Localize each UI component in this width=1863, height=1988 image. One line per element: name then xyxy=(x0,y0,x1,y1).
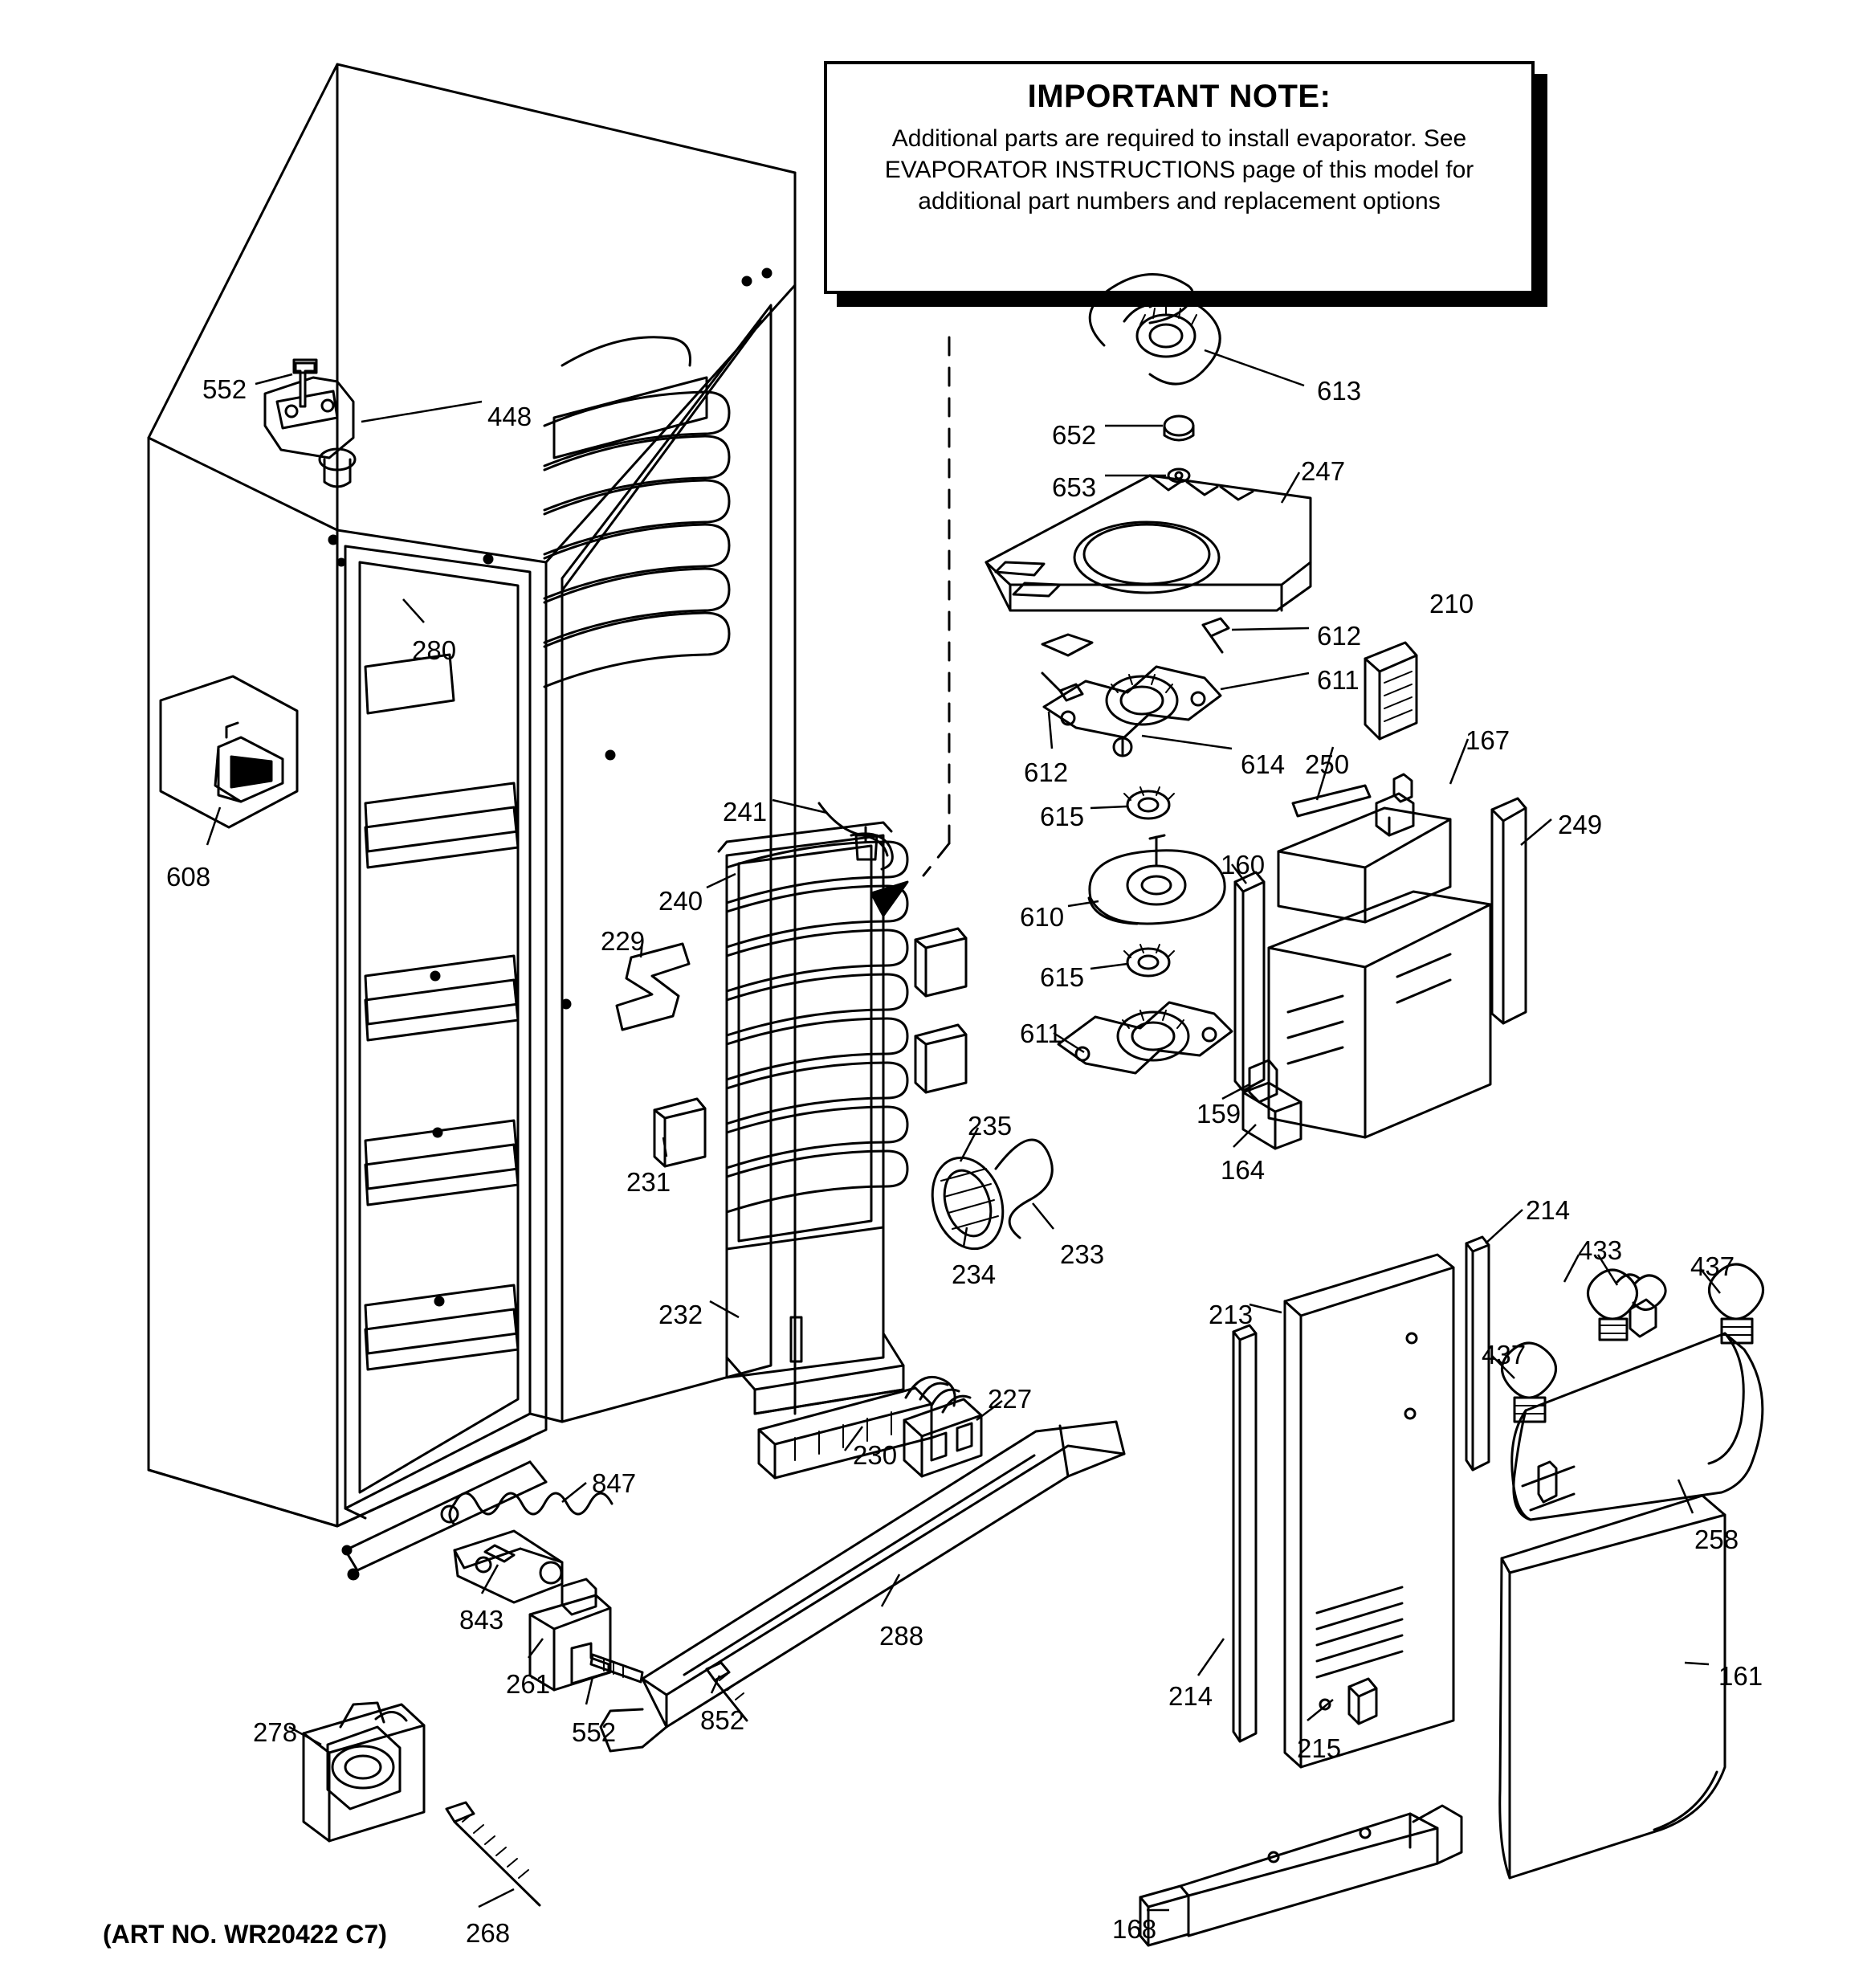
leader-608 xyxy=(207,807,220,845)
leader-288 xyxy=(882,1574,899,1606)
callout-847: 847 xyxy=(592,1468,637,1498)
leader-448 xyxy=(361,402,482,422)
callout-167: 167 xyxy=(1466,725,1510,755)
leader-234 xyxy=(964,1227,967,1247)
callout-168: 168 xyxy=(1112,1914,1157,1944)
important-note-box xyxy=(824,61,1535,294)
leader-613 xyxy=(1205,350,1304,386)
callout-280: 280 xyxy=(412,635,457,665)
callout-610: 610 xyxy=(1020,902,1065,932)
callout-241: 241 xyxy=(723,797,768,827)
leader-240 xyxy=(707,874,736,888)
callout-288: 288 xyxy=(879,1621,924,1651)
callout-164: 164 xyxy=(1221,1155,1266,1185)
callout-552a: 552 xyxy=(202,374,247,404)
leader-852 xyxy=(711,1676,720,1693)
callout-437b: 437 xyxy=(1482,1340,1527,1370)
leader-215 xyxy=(1307,1700,1333,1721)
leader-233 xyxy=(1033,1203,1054,1229)
leader-847 xyxy=(562,1483,586,1502)
leader-610 xyxy=(1068,901,1099,906)
leader-615a xyxy=(1090,806,1127,808)
leader-249 xyxy=(1521,819,1551,845)
leader-247 xyxy=(1282,472,1299,503)
callout-611b: 611 xyxy=(1020,1018,1062,1048)
callout-247: 247 xyxy=(1301,456,1346,486)
callout-437a: 437 xyxy=(1690,1251,1735,1281)
leader-241 xyxy=(773,800,827,813)
leader-552a xyxy=(255,374,292,384)
callout-611a: 611 xyxy=(1317,665,1360,695)
callout-235: 235 xyxy=(968,1111,1013,1141)
callout-433: 433 xyxy=(1578,1235,1623,1265)
leader-612a xyxy=(1232,628,1309,630)
leader-552b xyxy=(586,1677,593,1704)
callout-161: 161 xyxy=(1718,1661,1763,1691)
leader-258 xyxy=(1678,1480,1693,1513)
note-body: Additional parts are required to install evaporator. See EVAPORATOR INSTRUCTIONS page of this model for additional part numbers and replacement options xyxy=(884,125,1474,214)
callout-843: 843 xyxy=(459,1605,504,1635)
leader-213 xyxy=(1249,1304,1282,1312)
leader-614 xyxy=(1142,736,1232,749)
leader-611a xyxy=(1221,673,1309,689)
callout-612b: 612 xyxy=(1024,757,1069,787)
callout-232: 232 xyxy=(658,1300,703,1329)
callout-231: 231 xyxy=(626,1167,671,1197)
leader-231 xyxy=(663,1137,667,1157)
callout-160: 160 xyxy=(1221,850,1266,880)
leader-612b xyxy=(1049,712,1052,749)
callout-552b: 552 xyxy=(572,1717,617,1747)
callout-213: 213 xyxy=(1209,1300,1254,1329)
callout-615b: 615 xyxy=(1040,962,1085,992)
leader-843 xyxy=(482,1565,498,1594)
callout-234: 234 xyxy=(952,1259,997,1289)
leader-268 xyxy=(479,1889,514,1907)
callout-268: 268 xyxy=(466,1918,511,1948)
callout-652: 652 xyxy=(1052,420,1097,450)
leader-615b xyxy=(1090,964,1127,969)
callout-249: 249 xyxy=(1558,810,1603,839)
callout-240: 240 xyxy=(658,886,703,916)
leader-214a xyxy=(1486,1210,1523,1243)
callout-210: 210 xyxy=(1429,589,1474,618)
callout-159: 159 xyxy=(1196,1099,1241,1129)
callout-608: 608 xyxy=(166,862,211,892)
callout-230: 230 xyxy=(853,1440,898,1470)
art-number: (ART NO. WR20422 C7) xyxy=(103,1920,387,1949)
callout-612a: 612 xyxy=(1317,621,1362,651)
leader-214b xyxy=(1198,1639,1224,1676)
callout-214a: 214 xyxy=(1526,1195,1571,1225)
callout-448: 448 xyxy=(487,402,532,431)
callout-258: 258 xyxy=(1694,1525,1739,1554)
callout-233: 233 xyxy=(1060,1239,1105,1269)
leader-280 xyxy=(403,599,424,623)
callout-214b: 214 xyxy=(1168,1681,1213,1711)
callout-227: 227 xyxy=(988,1384,1033,1414)
note-title: IMPORTANT NOTE: xyxy=(1027,79,1331,114)
callout-852: 852 xyxy=(700,1705,745,1735)
callout-615a: 615 xyxy=(1040,802,1085,831)
callout-250: 250 xyxy=(1305,749,1350,779)
callout-215: 215 xyxy=(1297,1733,1342,1763)
callout-653: 653 xyxy=(1052,472,1097,502)
callout-614: 614 xyxy=(1241,749,1286,779)
callout-613: 613 xyxy=(1317,376,1362,406)
callout-229: 229 xyxy=(601,926,646,956)
leader-159 xyxy=(1222,1084,1249,1099)
callout-278: 278 xyxy=(253,1717,298,1747)
callout-261: 261 xyxy=(506,1669,551,1699)
leader-261 xyxy=(528,1639,543,1658)
leader-161 xyxy=(1685,1663,1709,1664)
leader-232 xyxy=(710,1301,739,1317)
